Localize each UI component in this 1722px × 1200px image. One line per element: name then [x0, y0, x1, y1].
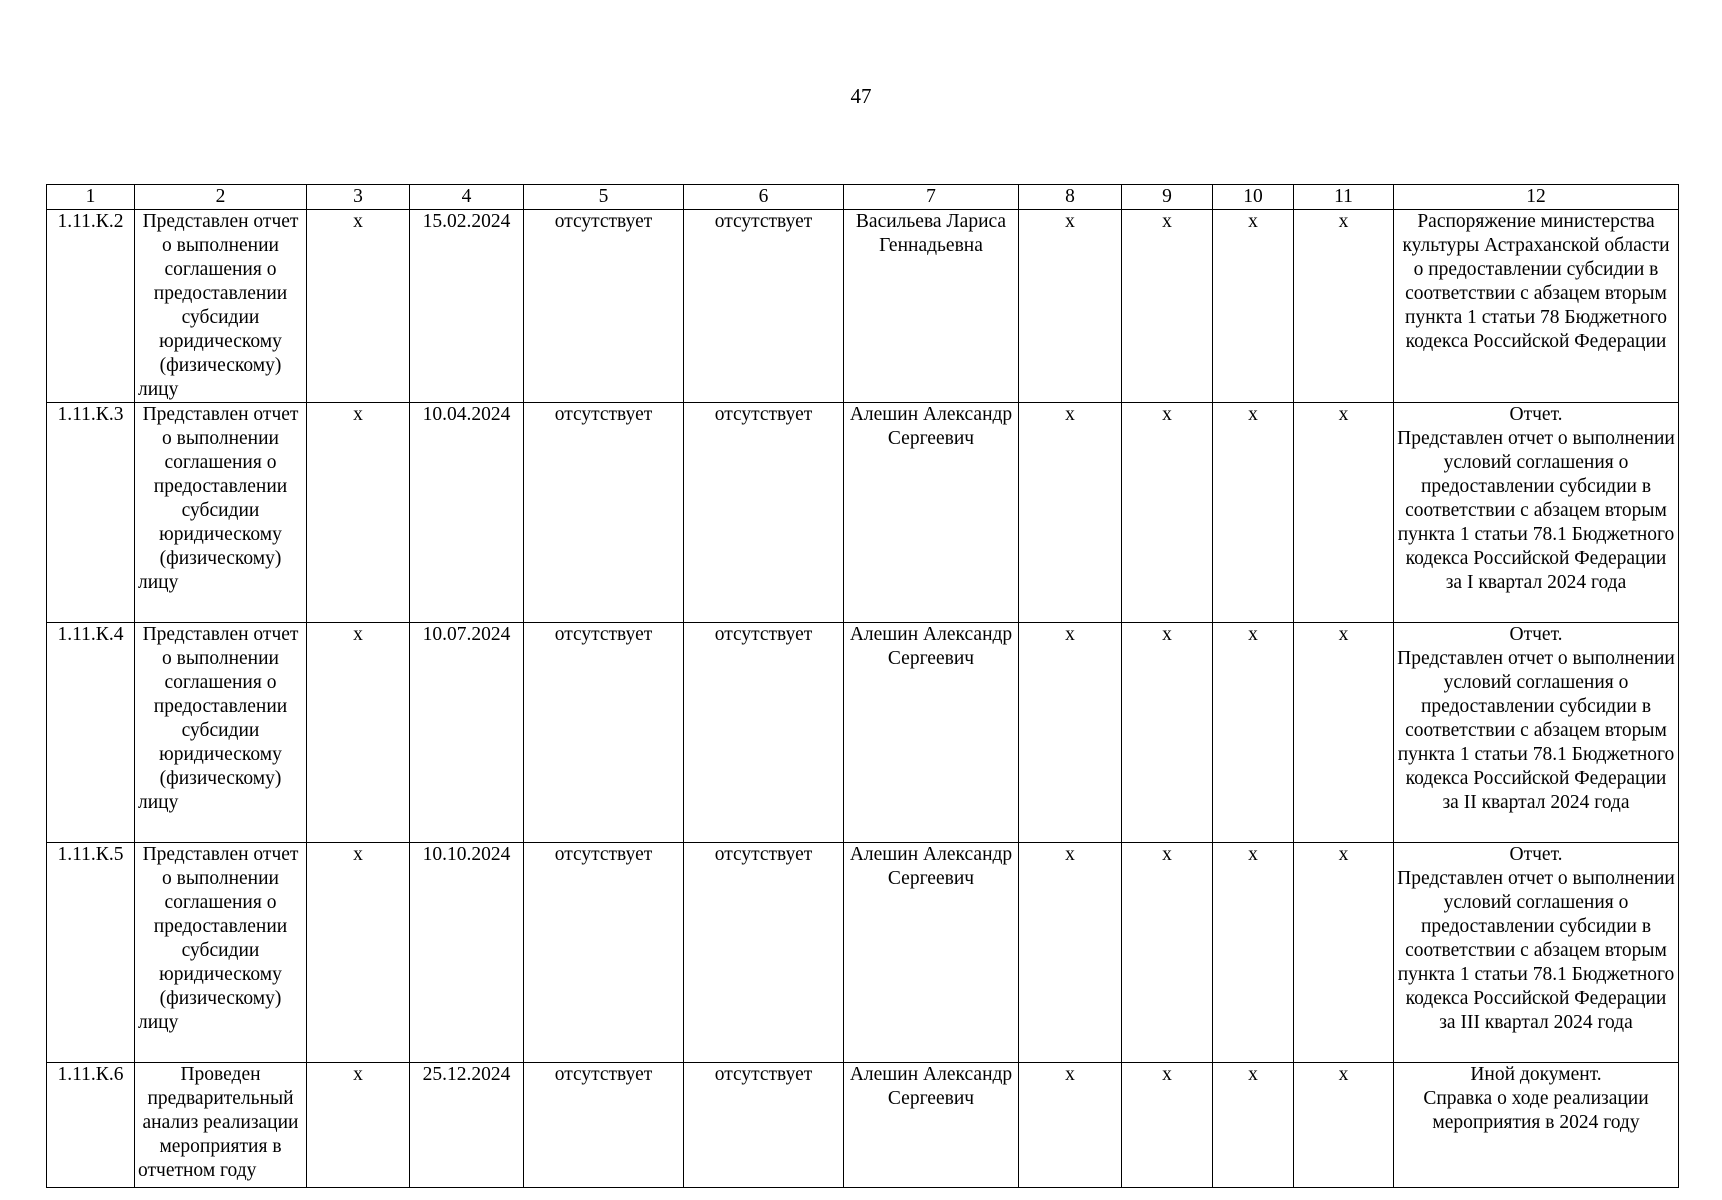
column-number: 4 [410, 185, 524, 210]
cell-mark: x [1213, 1063, 1294, 1188]
document-text: Представлен отчет о выполнении условий соглашения о предоставлении субсидии в соответствии с абзацем вторым пункта 1 статьи 78.1 Бюджетного кодекса Российской Федерации за I квартал 2024 года [1397, 428, 1675, 593]
column-numbers-row [47, 185, 1679, 210]
cell-absent: отсутствует [524, 403, 684, 623]
table-row [47, 1063, 1679, 1188]
column-number: 3 [307, 185, 410, 210]
row-code: 1.11.К.2 [47, 210, 135, 403]
document-text: Справка о ходе реализации мероприятия в 2024 году [1423, 1088, 1649, 1133]
document-text: Распоряжение министерства культуры Астраханской области о предоставлении субсидии в соответствии с абзацем вторым пункта 1 статьи 78 Бюджетного кодекса Российской Федерации [1402, 211, 1670, 352]
cell-mark: x [1019, 623, 1122, 843]
cell-absent: отсутствует [684, 1063, 844, 1188]
cell-mark: x [307, 1063, 410, 1188]
column-number: 12 [1394, 185, 1679, 210]
document-title: Иной документ. [1470, 1064, 1602, 1085]
column-number: 6 [684, 185, 844, 210]
row-name: Представлен отчет о выполнении соглашения о предоставлении субсидии юридическому (физическому) лицу [135, 403, 307, 623]
column-number: 8 [1019, 185, 1122, 210]
column-number: 5 [524, 185, 684, 210]
row-name: Представлен отчет о выполнении соглашения о предоставлении субсидии юридическому (физическому) лицу [135, 843, 307, 1063]
column-number: 1 [47, 185, 135, 210]
cell-absent: отсутствует [684, 210, 844, 403]
row-date: 25.12.2024 [410, 1063, 524, 1188]
cell-mark: x [1294, 623, 1394, 843]
table-row [47, 843, 1679, 1063]
cell-mark: x [1019, 403, 1122, 623]
row-code: 1.11.К.3 [47, 403, 135, 623]
cell-mark: x [307, 210, 410, 403]
row-code: 1.11.К.4 [47, 623, 135, 843]
table-row [47, 403, 1679, 623]
row-name: Представлен отчет о выполнении соглашения о предоставлении субсидии юридическому (физическому) лицу [135, 210, 307, 403]
cell-mark: x [1122, 403, 1213, 623]
cell-mark: x [1122, 210, 1213, 403]
row-document [1394, 843, 1679, 1063]
table-row [47, 623, 1679, 843]
row-responsible: Алешин Александр Сергеевич [844, 403, 1019, 623]
cell-mark: x [1294, 843, 1394, 1063]
column-number: 7 [844, 185, 1019, 210]
column-number: 11 [1294, 185, 1394, 210]
row-responsible: Алешин Александр Сергеевич [844, 843, 1019, 1063]
row-name: Представлен отчет о выполнении соглашения о предоставлении субсидии юридическому (физическому) лицу [135, 623, 307, 843]
document-title: Отчет. [1509, 404, 1563, 425]
column-number: 10 [1213, 185, 1294, 210]
row-responsible: Алешин Александр Сергеевич [844, 623, 1019, 843]
document-text: Представлен отчет о выполнении условий соглашения о предоставлении субсидии в соответствии с абзацем вторым пункта 1 статьи 78.1 Бюджетного кодекса Российской Федерации за III квартал 2024 года [1397, 868, 1675, 1033]
row-document [1394, 210, 1679, 403]
cell-mark: x [307, 843, 410, 1063]
row-date: 15.02.2024 [410, 210, 524, 403]
cell-mark: x [1019, 1063, 1122, 1188]
cell-absent: отсутствует [524, 843, 684, 1063]
cell-mark: x [1122, 843, 1213, 1063]
row-date: 10.04.2024 [410, 403, 524, 623]
row-document [1394, 403, 1679, 623]
column-number: 2 [135, 185, 307, 210]
cell-mark: x [1122, 1063, 1213, 1188]
cell-mark: x [1213, 843, 1294, 1063]
cell-mark: x [1294, 403, 1394, 623]
cell-mark: x [1294, 1063, 1394, 1188]
control-points-table [46, 184, 1679, 1188]
table-row [47, 210, 1679, 403]
document-text: Представлен отчет о выполнении условий соглашения о предоставлении субсидии в соответствии с абзацем вторым пункта 1 статьи 78.1 Бюджетного кодекса Российской Федерации за II квартал 2024 года [1397, 648, 1675, 813]
cell-mark: x [1213, 210, 1294, 403]
cell-mark: x [1019, 210, 1122, 403]
cell-mark: x [1294, 210, 1394, 403]
row-date: 10.07.2024 [410, 623, 524, 843]
row-document [1394, 1063, 1679, 1188]
document-title: Отчет. [1509, 624, 1563, 645]
row-responsible: Васильева Лариса Геннадьевна [844, 210, 1019, 403]
column-number: 9 [1122, 185, 1213, 210]
row-code: 1.11.К.5 [47, 843, 135, 1063]
row-name: Проведен предварительный анализ реализации мероприятия в отчетном году [135, 1063, 307, 1188]
cell-absent: отсутствует [524, 210, 684, 403]
page-number: 47 [850, 84, 872, 108]
row-document [1394, 623, 1679, 843]
document-title: Отчет. [1509, 844, 1563, 865]
cell-absent: отсутствует [684, 623, 844, 843]
cell-absent: отсутствует [524, 1063, 684, 1188]
cell-mark: x [307, 623, 410, 843]
cell-mark: x [307, 403, 410, 623]
cell-mark: x [1019, 843, 1122, 1063]
cell-absent: отсутствует [684, 843, 844, 1063]
row-responsible: Алешин Александр Сергеевич [844, 1063, 1019, 1188]
row-code: 1.11.К.6 [47, 1063, 135, 1188]
cell-absent: отсутствует [684, 403, 844, 623]
row-date: 10.10.2024 [410, 843, 524, 1063]
cell-mark: x [1213, 623, 1294, 843]
cell-mark: x [1122, 623, 1213, 843]
cell-absent: отсутствует [524, 623, 684, 843]
cell-mark: x [1213, 403, 1294, 623]
